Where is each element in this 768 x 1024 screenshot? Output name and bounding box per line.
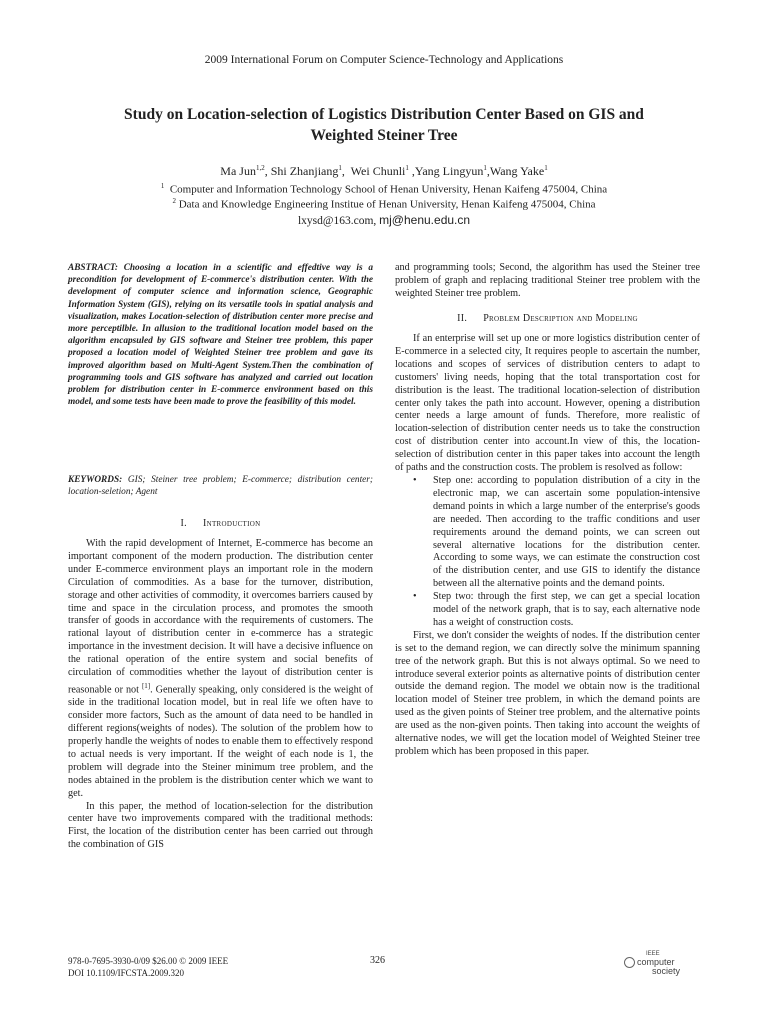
citation-ref: [1] bbox=[141, 681, 151, 690]
affiliation-sup: 2 bbox=[172, 197, 176, 205]
email-2: mj@henu.edu.cn bbox=[379, 213, 471, 227]
author-name: Ma Jun bbox=[220, 164, 256, 178]
author-sup: 1 bbox=[483, 164, 487, 172]
list-item bbox=[413, 474, 700, 591]
bullet-icon: • bbox=[413, 591, 417, 603]
paragraph: If an enterprise will set up one or more logistics distribution center of E-commerce in a selected city, It requires people to ascertain the number, locations and scopes of services of distribution centers to adapt to customers' living needs, hoping that the total transportation cost for distribution is the least. The traditional location-selection of distribution center only takes the path into account. However, opening a distribution center needs a large amount of funds. Therefore, more realistic of location-selection of distribution center needs us to take the construction cost of distribution center into account.In view of this, the location-selection of distribution center in this paper takes into account the length of paths and the construction costs. The problem is resolved as follow: bbox=[395, 333, 700, 474]
logo-line2: society bbox=[652, 966, 681, 977]
footer-copyright bbox=[68, 955, 228, 979]
abstract bbox=[68, 262, 373, 408]
list-item bbox=[413, 591, 700, 630]
abstract-label: ABSTRACT: bbox=[68, 263, 118, 273]
footer-doi: DOI 10.1109/IFCSTA.2009.320 bbox=[68, 968, 184, 978]
author-list: Ma Jun$^{1,2}$, Shi Zhanjiang$^1$, Wei Chunli$^1$ ,Yang Lingyun$^1$,Wang Yake$^1$ bbox=[220, 164, 548, 178]
section-number: I. bbox=[180, 518, 187, 529]
affiliation-2 bbox=[0, 197, 768, 211]
affiliation-text: Computer and Information Technology School of Henan University, Henan Kaifeng 475004, China bbox=[169, 183, 608, 196]
author-name: Wang Yake bbox=[489, 164, 545, 178]
paragraph-text: . Generally speaking, only considered is the weight of side in the traditional location model, but in real life we often have to consider more factors, Such as the amount of data need to be handled in different regions(weights of nodes). The solution of the problem how to properly handle the weights of nodes to enable them to effectively respond to actual needs is very important. If the weight of each node is 1, the problem will degrade into the Steiner minimum tree problem, and the nodes abtained in the problem is the distribution center which we want to get. bbox=[68, 684, 373, 799]
paper-title-line2: Weighted Steiner Tree bbox=[310, 127, 458, 144]
problem-body bbox=[395, 333, 700, 759]
keywords bbox=[68, 474, 373, 498]
author-sup: 1,2 bbox=[255, 164, 265, 172]
logo-small-text: IEEE bbox=[646, 951, 660, 957]
bullet-icon: • bbox=[413, 474, 417, 486]
paragraph: First, we don't consider the weights of nodes. If the distribution center is set to the demand region, we can directly solve the minimum spanning tree of the network graph. But this is not always optimal. So we need to introduce several exterior points as alternative points of distribution center outside the demand region. The model we obtain now is the traditional location model of Steiner tree problem, in which the demand points are used as the given points of Steiner tree problem, and the alternative points are used as the non-given points. Then taking into account the weights of alternative nodes, we will get the location model of Weighted Steiner tree problem which has been proposed in this paper. bbox=[395, 629, 700, 757]
author-sup: 1 bbox=[338, 164, 342, 172]
author-sup: 1 bbox=[405, 164, 409, 172]
section-heading-introduction bbox=[68, 518, 373, 531]
introduction-body bbox=[68, 538, 373, 852]
abstract-text: Choosing a location in a scientific and effedtive way is a precondition for development of E-commerce's distribution center. With the development of computer science and information science, Geographic Information System (GIS), relying on its versatile tools in spatial analysis and visualization, makes Location-selection of distribution center more precise and more perceptilble. In allusion to the traditional location model based on the algorithm encapsuled by GIS software and Steiner tree problem, this paper proposed a location model of Weighted Steiner tree problem and gave its improved algorithm based on Multi-Agent System.Then the combination of programming tools and GIS software has analyzed and carried out location problem for distribution center in E-commerce environment based on this model, and some tests have been made to prove the feasibility of this model. bbox=[68, 263, 373, 408]
email-1: lxysd@163.com, bbox=[297, 215, 377, 227]
section-title: Problem Description and Modeling bbox=[483, 313, 638, 324]
author-name: Shi Zhanjiang bbox=[270, 164, 339, 178]
footer-isbn: 978-0-7695-3930-0/09 $26.00 © 2009 IEEE bbox=[68, 956, 229, 966]
author-sup: 1 bbox=[544, 164, 548, 172]
keywords-label: KEYWORDS: bbox=[68, 475, 123, 485]
affiliation-1 bbox=[0, 182, 768, 196]
author-name: Wei Chunli bbox=[350, 164, 406, 178]
ieee-computer-society-logo bbox=[624, 951, 680, 976]
conference-header: 2009 International Forum on Computer Science-Technology and Applications bbox=[204, 54, 564, 66]
right-column-continuation: and programming tools; Second, the algorithm has used the Steiner tree problem of graph and replacing traditional Steiner tree problem with the weighted Steiner tree problem. bbox=[395, 262, 700, 299]
affiliation-sup: 1 bbox=[160, 182, 165, 190]
list-item-text: Step two: through the first step, we can get a special location model of the network graph, that is to say, each alternative node has a weight of construction costs. bbox=[433, 591, 700, 628]
paragraph: In this paper, the method of location-selection for the distribution center have two improvements compared with the traditional methods: First, the location of the distribution center has been carried out through the combination of GIS bbox=[68, 800, 373, 851]
paper-title-line1: Study on Location-selection of Logistics Distribution Center Based on GIS and bbox=[124, 106, 644, 123]
paper-title bbox=[70, 104, 698, 146]
page-number: 326 bbox=[370, 955, 385, 966]
step-list bbox=[395, 475, 700, 630]
section-title: Introduction bbox=[202, 518, 261, 529]
paragraph bbox=[68, 538, 373, 801]
author-emails bbox=[0, 213, 768, 227]
globe-icon bbox=[624, 957, 635, 968]
list-item-text: Step one: according to population distribution of a city in the electronic map, we can ascertain some population-intensive demand points in which a large number of the enterprise's goods are needed. Then according to the traffic conditions and user requirements around the demand points, we can screen out several alternative locations for the distribution center. According to some ways, we can estimate the construction cost of the distribution center, and use GIS to identify the distance between all the alternative points and the demand points. bbox=[433, 474, 700, 590]
section-heading-problem bbox=[395, 313, 700, 326]
logo-line1: computer bbox=[637, 957, 675, 967]
keywords-text: GIS; Steiner tree problem; E-commerce; distribution center; location-seletion; Agent bbox=[68, 475, 373, 498]
paragraph-text: With the rapid development of Internet, E-commerce has become an important component of the modern production. The distribution center under E-commerce environment plays an important role in the modern Circulation of commodities. As a base for the turnover, distribution, storage and other activities of commodity, it overcomes barriers caused by time and space in the circulation process, and promotes the smooth transfer of goods in accordance with the requirements of customers. The rational layout of distribution center in e-commerce has a strategic importance in the investment decision. It will have a decisive influence on the rational operation of the entire system and social benefits of circulation of commodities whether the layout of distribution center is reasonable or not bbox=[68, 538, 373, 696]
section-number: II. bbox=[457, 313, 468, 324]
author-name: Yang Lingyun bbox=[414, 164, 484, 178]
affiliation-text: Data and Knowledge Engineering Institue of Henan University, Henan Kaifeng 475004, China bbox=[178, 198, 596, 211]
